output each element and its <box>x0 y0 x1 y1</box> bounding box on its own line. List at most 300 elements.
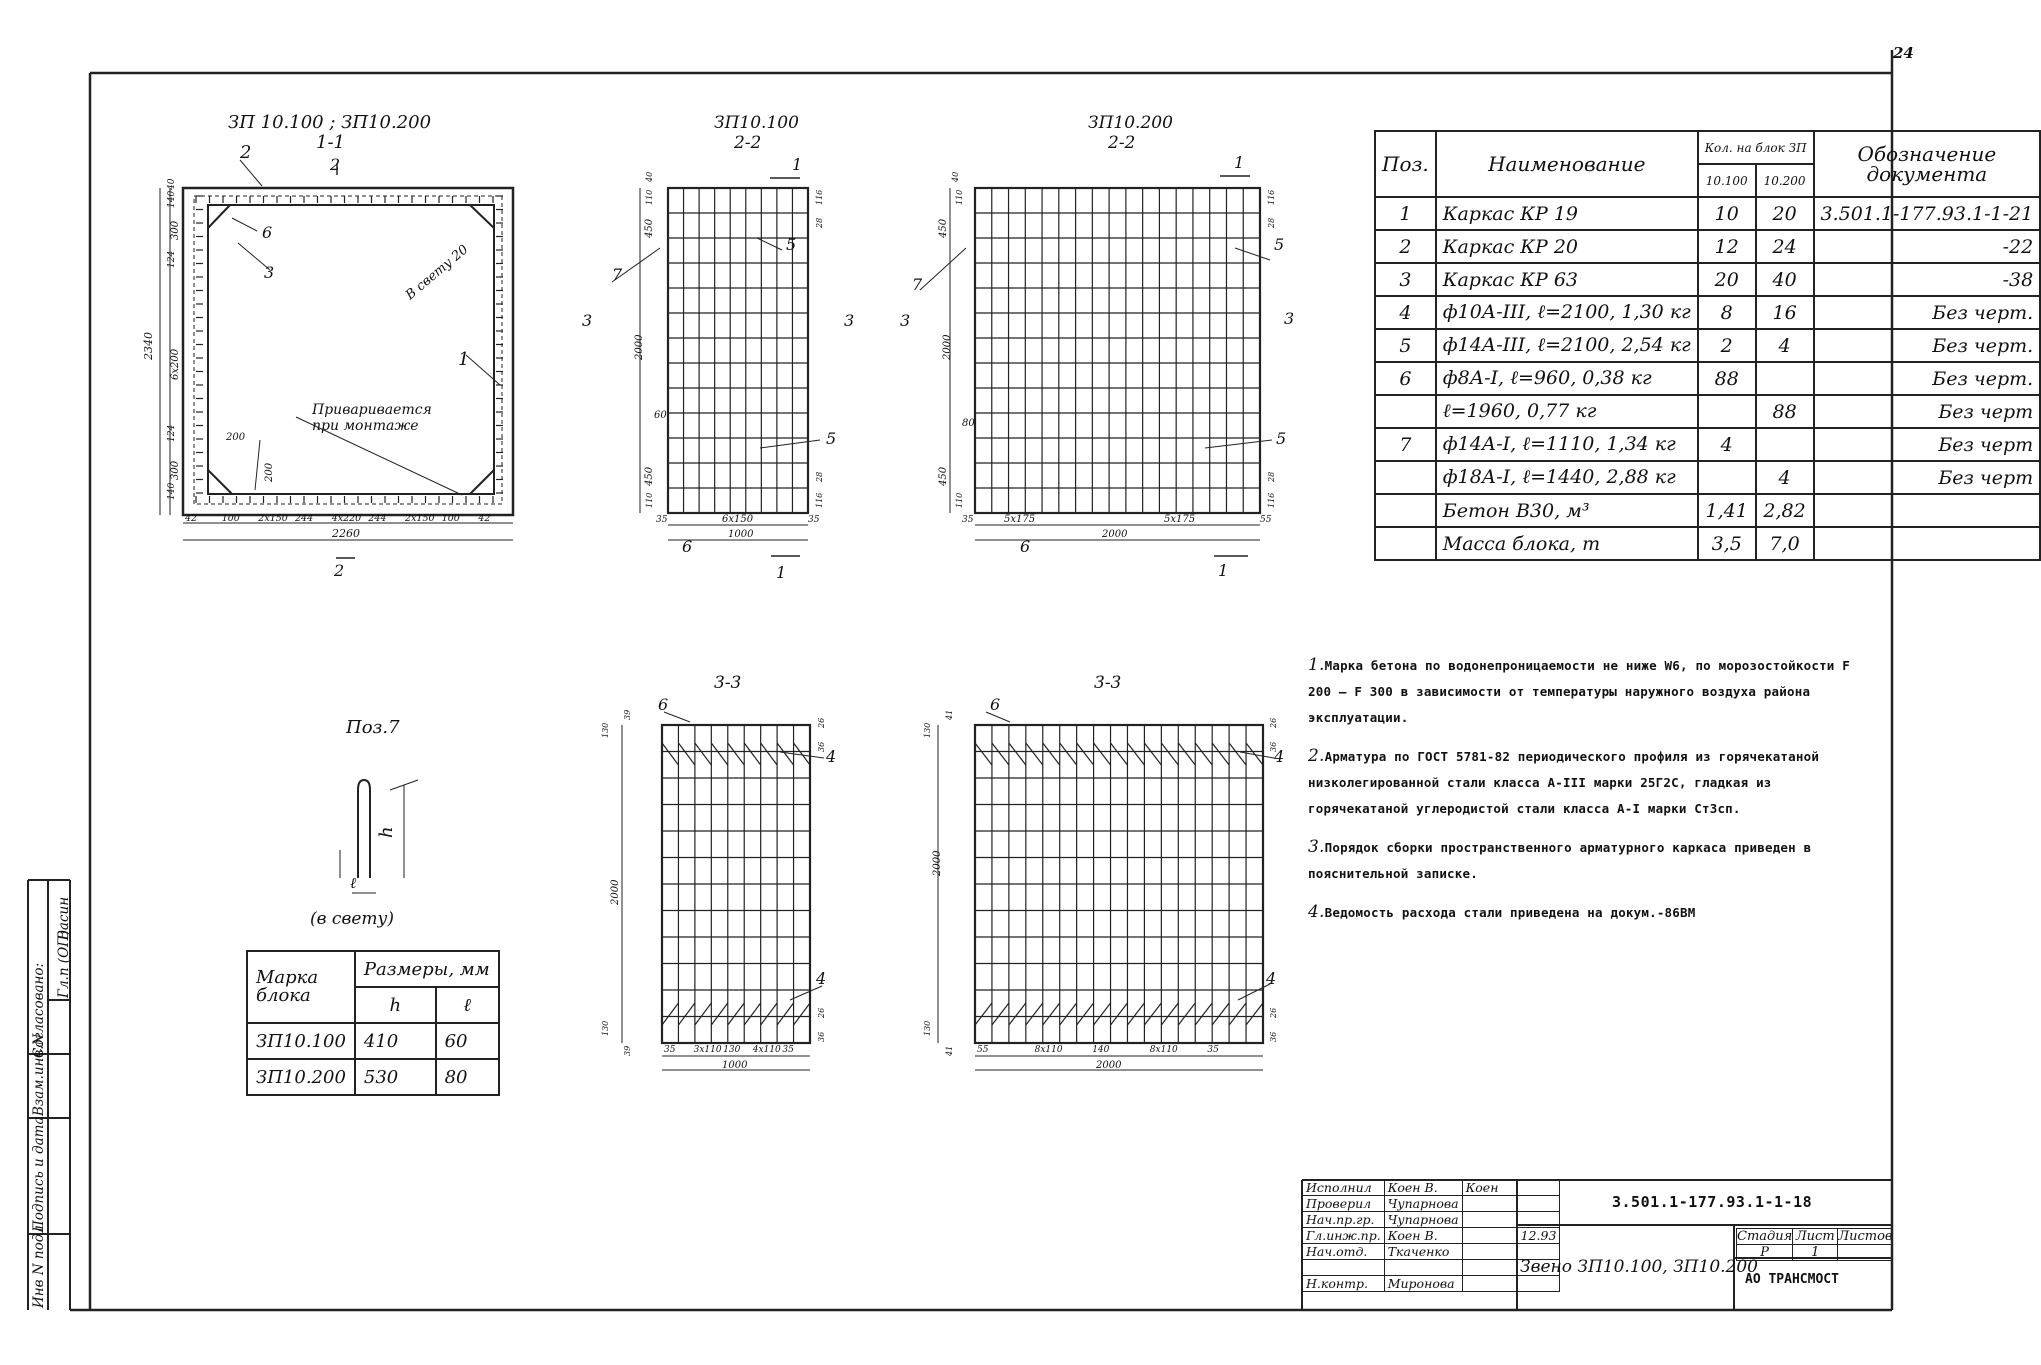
dimension-label: 35 <box>664 1045 676 1055</box>
s11-haunch-w: 200 <box>226 432 246 443</box>
dimension-label: 140 <box>1092 1045 1110 1055</box>
spec-cell-doc: Без черт <box>1814 428 2041 461</box>
spec-cell-name: ф14А-III, ℓ=2100, 2,54 кг <box>1436 329 1698 362</box>
sheet-title: Звено ЗП10.100, ЗП10.200 <box>1520 1257 1758 1277</box>
spec-h-doc: Обозначение документа <box>1814 131 2041 197</box>
stirrup-line <box>1077 743 1094 765</box>
s22b-cut1-top: 1 <box>1234 153 1245 172</box>
s22a-spacing: 6х150 <box>722 514 754 525</box>
dimension-label: 42 <box>478 513 491 524</box>
note-item <box>1308 834 1878 887</box>
stamp-name: Васин <box>56 896 72 940</box>
stamp-inv-orig: Инв N подл <box>31 1225 47 1308</box>
spec-cell-name: Каркас КР 20 <box>1436 230 1698 263</box>
dimension-label: 124 <box>167 250 177 268</box>
spec-cell-pos: 4 <box>1375 296 1436 329</box>
signature-row <box>1303 1276 1560 1292</box>
stirrup-line <box>1111 1003 1128 1025</box>
dimension-label: 100 <box>221 513 240 524</box>
s11-inner: 6х200 <box>170 348 181 380</box>
pos7-title: Поз.7 <box>346 717 400 738</box>
signature-name: Ткаченко <box>1384 1244 1462 1260</box>
stirrup-line <box>1077 1003 1094 1025</box>
s22b-spacing-r: 5х175 <box>1164 514 1196 525</box>
spec-cell-a: 88 <box>1698 362 1756 395</box>
s22a-bottom: 450 <box>644 466 655 486</box>
s22a-cut: 2-2 <box>734 133 762 153</box>
spec-cell-b: 40 <box>1756 263 1814 296</box>
stirrup-line <box>1009 743 1026 765</box>
stirrup-line <box>794 1003 810 1025</box>
dimension-label: 124 <box>167 424 177 442</box>
spec-cell-name: ф18А-I, ℓ=1440, 2,88 кг <box>1436 461 1698 494</box>
s22a-mid: 2000 <box>634 334 645 360</box>
stamp-gip: Гл.п (ОП) <box>56 929 72 998</box>
spec-cell-a: 3,5 <box>1698 527 1756 560</box>
signature-date: 12.93 <box>1517 1228 1560 1244</box>
s22b-cut3-right: 3 <box>1284 309 1295 328</box>
dimension-label: 4х110 <box>752 1045 781 1055</box>
dimension-label: 3х110 <box>693 1045 722 1055</box>
spec-cell-name: ф8А-I, ℓ=960, 0,38 кг <box>1436 362 1698 395</box>
stirrup-line <box>1212 1003 1229 1025</box>
signature-name: Миронова <box>1384 1276 1462 1292</box>
spec-cell-doc: -22 <box>1814 230 2041 263</box>
sheet-header: Лист <box>1793 1229 1838 1245</box>
s22b-r3: 28 <box>1267 471 1276 482</box>
signature-date <box>1517 1180 1560 1196</box>
s22b-top: 450 <box>938 218 949 238</box>
spec-cell-b: 24 <box>1756 230 1814 263</box>
stirrup-line <box>1094 743 1111 765</box>
dimension-label: 100 <box>441 513 460 524</box>
s22a-width: 1000 <box>728 529 754 540</box>
spec-cell-b: 2,82 <box>1756 494 1814 527</box>
s33b-bottom: 130 <box>923 1020 932 1036</box>
s22b-pos5a: 5 <box>1274 235 1285 254</box>
spec-cell-pos: 3 <box>1375 263 1436 296</box>
s22a-r4: 116 <box>815 492 824 508</box>
stirrup-line <box>1195 1003 1212 1025</box>
signature-role: Нач.отд. <box>1303 1244 1385 1260</box>
s33a-r-top1: 26 <box>817 717 826 728</box>
spec-cell-doc: Без черт. <box>1814 362 2041 395</box>
s11-title: ЗП 10.100 ; ЗП10.200 <box>228 112 432 133</box>
table-row <box>247 1059 499 1095</box>
s33a-r-bot2: 36 <box>817 1031 826 1042</box>
stamp-inv1: Взам.инв.N <box>31 1033 47 1116</box>
note-number: 4. <box>1308 902 1325 922</box>
s22a-r1: 116 <box>815 189 824 205</box>
spec-cell-doc <box>1814 527 2041 560</box>
table-row <box>1375 197 2040 230</box>
table-row <box>1375 494 2040 527</box>
s33b-r-top1: 26 <box>1269 717 1278 728</box>
page-number: 24 <box>1893 44 1914 62</box>
note-item <box>1308 899 1878 926</box>
s11-height: 2340 <box>142 332 155 360</box>
stirrup-line <box>1178 1003 1195 1025</box>
s33b-pos4b: 4 <box>1266 969 1277 988</box>
s22b-bottom: 450 <box>938 466 949 486</box>
s22b-l1: 40 <box>951 171 960 182</box>
table-row <box>1375 395 2040 428</box>
stirrup-line <box>1009 1003 1026 1025</box>
spec-cell-name: Масса блока, т <box>1436 527 1698 560</box>
pos7-clear: (в свету) <box>310 909 395 929</box>
stirrup-line <box>728 1003 744 1025</box>
spec-cell-b <box>1756 428 1814 461</box>
section-2-2-b <box>920 176 1272 556</box>
sheet-value: 1 <box>1793 1245 1838 1261</box>
signature-sign: Коен <box>1462 1180 1517 1196</box>
stirrup-line <box>728 743 744 765</box>
s33b-pos6: 6 <box>990 695 1001 714</box>
s22a-cut3-left: 3 <box>582 311 593 330</box>
note-text: Ведомость расхода стали приведена на докум.-86ВМ <box>1324 905 1696 920</box>
s22a-top: 450 <box>644 218 655 238</box>
signature-name: Коен В. <box>1384 1228 1462 1244</box>
stirrup-line <box>1161 743 1178 765</box>
note-number: 2. <box>1308 746 1325 766</box>
s22b-right: 55 <box>1260 515 1272 525</box>
signature-role: Нач.пр.гр. <box>1303 1212 1385 1228</box>
s33a-title: 3-3 <box>714 673 742 693</box>
spec-cell-name: ф10А-III, ℓ=2100, 1,30 кг <box>1436 296 1698 329</box>
stirrup-line <box>662 1003 678 1025</box>
spec-cell-name: Каркас КР 19 <box>1436 197 1698 230</box>
s33b-r-top2: 36 <box>1269 741 1278 752</box>
stirrup-line <box>1178 743 1195 765</box>
stirrup-line <box>975 1003 992 1025</box>
dimension-label: 140 <box>167 190 177 208</box>
stirrup-line <box>1229 743 1246 765</box>
stirrup-line <box>1229 1003 1246 1025</box>
stirrup-line <box>1060 743 1077 765</box>
s22a-w60: 60 <box>654 410 667 421</box>
spec-cell-a: 20 <box>1698 263 1756 296</box>
s22a-title: ЗП10.100 <box>714 113 799 133</box>
stirrup-line <box>678 743 694 765</box>
spec-cell-pos: 5 <box>1375 329 1436 362</box>
pos7-mark: ЗП10.200 <box>247 1059 355 1095</box>
s11-h300b: 300 <box>170 460 181 480</box>
s22a-r2: 28 <box>815 217 824 228</box>
pos7-h-val: 530 <box>355 1059 436 1095</box>
table-row <box>247 1023 499 1059</box>
s22b-r2: 28 <box>1267 217 1276 228</box>
stirrup-line <box>662 743 678 765</box>
signature-sign <box>1462 1212 1517 1228</box>
stirrup-line <box>1094 1003 1111 1025</box>
s11-clear: В свету 20 <box>402 242 472 304</box>
s22a-pos6: 6 <box>682 537 693 556</box>
spec-cell-b: 88 <box>1756 395 1814 428</box>
note-item <box>1308 652 1878 731</box>
s22b-title: ЗП10.200 <box>1088 113 1173 133</box>
spec-cell-pos: 6 <box>1375 362 1436 395</box>
section-3-3-a <box>622 709 827 1070</box>
spec-cell-doc: Без черт. <box>1814 296 2041 329</box>
s33a-r-top2: 36 <box>817 741 826 752</box>
s22a-l2: 110 <box>645 189 654 205</box>
stirrup-line <box>1026 743 1043 765</box>
s22b-r1: 116 <box>1267 189 1276 205</box>
s22a-pos7: 7 <box>612 265 623 284</box>
spec-cell-doc: Без черт <box>1814 461 2041 494</box>
stirrup-line <box>1195 743 1212 765</box>
notes <box>1308 652 1878 938</box>
pos7-l: ℓ <box>350 874 357 892</box>
section-3-3-b <box>938 709 1277 1070</box>
dimension-label: 244 <box>368 513 387 524</box>
stirrup-line <box>777 1003 793 1025</box>
pos7-h-l: ℓ <box>436 987 499 1023</box>
spec-cell-a: 2 <box>1698 329 1756 362</box>
stirrup-line <box>1161 1003 1178 1025</box>
s33b-title: 3-3 <box>1094 673 1122 693</box>
spec-cell-b: 7,0 <box>1756 527 1814 560</box>
organization: АО ТРАНСМОСТ <box>1745 1272 1839 1287</box>
stirrup-line <box>761 743 777 765</box>
sheets-value <box>1838 1245 1893 1261</box>
stirrup-line <box>1127 743 1144 765</box>
spec-h-qty-a: 10.100 <box>1698 164 1756 197</box>
dimension-label: 4х220 <box>331 513 362 524</box>
stirrup-line <box>1111 743 1128 765</box>
table-row <box>1375 527 2040 560</box>
s33b-pos4a: 4 <box>1274 747 1285 766</box>
s33b-width: 2000 <box>1096 1060 1122 1071</box>
pos7-l-val: 60 <box>436 1023 499 1059</box>
stirrup-line <box>678 1003 694 1025</box>
s22b-width: 2000 <box>1102 529 1128 540</box>
s11-pos6: 6 <box>262 223 273 242</box>
signature-role: Гл.инж.пр. <box>1303 1228 1385 1244</box>
s33a-bottom-l: 39 <box>623 1045 632 1056</box>
s33b-top: 130 <box>923 722 932 738</box>
s22b-cut: 2-2 <box>1108 133 1136 153</box>
spec-cell-pos <box>1375 527 1436 560</box>
spec-cell-a <box>1698 395 1756 428</box>
s11-cut2-top: 2 <box>330 155 341 174</box>
dimension-label: 8х110 <box>1034 1045 1063 1055</box>
s33a-pos6: 6 <box>658 695 669 714</box>
table-row <box>1375 428 2040 461</box>
signature-role <box>1303 1260 1385 1276</box>
stirrup-line <box>711 743 727 765</box>
pos7-h-size: Размеры, мм <box>355 951 499 987</box>
s22b-cut3-left: 3 <box>900 311 911 330</box>
s22b-pos5b: 5 <box>1276 429 1287 448</box>
dimension-label: 55 <box>977 1045 989 1055</box>
note-number: 3. <box>1308 837 1325 857</box>
s22b-l2: 110 <box>955 189 964 205</box>
s33b-top-l: 41 <box>945 709 954 720</box>
stirrup-line <box>1026 1003 1043 1025</box>
pos7-l-val: 80 <box>436 1059 499 1095</box>
stirrup-line <box>992 1003 1009 1025</box>
spec-cell-pos <box>1375 494 1436 527</box>
spec-cell-name: Каркас КР 63 <box>1436 263 1698 296</box>
spec-h-qty-b: 10.200 <box>1756 164 1814 197</box>
stirrup-line <box>695 743 711 765</box>
signature-sign <box>1462 1196 1517 1212</box>
s33b-bottom-l: 41 <box>945 1045 954 1056</box>
s22b-spacing-l: 5х175 <box>1004 514 1036 525</box>
s11-pos3: 3 <box>264 263 275 282</box>
signature-date <box>1517 1276 1560 1292</box>
dimension-label: 2х150 <box>405 513 435 524</box>
approval-stamp <box>28 880 74 1310</box>
s33b-height: 2000 <box>932 850 943 876</box>
s11-width: 2260 <box>332 527 360 540</box>
s22a-pos5b: 5 <box>826 429 837 448</box>
s11-weld-1: Приваривается <box>312 402 432 418</box>
spec-cell-a: 10 <box>1698 197 1756 230</box>
spec-cell-b <box>1756 362 1814 395</box>
s11-weld-2: при монтаже <box>312 418 419 434</box>
dimension-label: 140 <box>167 482 177 500</box>
pos7-h-h: h <box>355 987 436 1023</box>
note-text: Арматура по ГОСТ 5781-82 периодического профиля из горячекатаной низколегированной стали класса А-III марки 25Г2С, гладкая из горячекатаной углеродистой стали класса А-I марки Ст3сп. <box>1308 749 1820 816</box>
stirrup-line <box>992 743 1009 765</box>
s33a-pos4a: 4 <box>826 747 837 766</box>
s33a-bottom: 130 <box>601 1020 610 1036</box>
spec-cell-name: Бетон В30, м³ <box>1436 494 1698 527</box>
spec-cell-pos <box>1375 395 1436 428</box>
signature-role: Н.контр. <box>1303 1276 1385 1292</box>
spec-cell-pos: 1 <box>1375 197 1436 230</box>
s22a-right: 35 <box>808 515 820 525</box>
s11-cut: 1-1 <box>316 132 345 153</box>
stirrup-line <box>1144 743 1161 765</box>
signature-row <box>1303 1196 1560 1212</box>
spec-cell-b: 16 <box>1756 296 1814 329</box>
s11-h300: 300 <box>170 220 181 240</box>
doc-number: 3.501.1-177.93.1-1-18 <box>1612 1193 1813 1211</box>
s33b-r-bot2: 36 <box>1269 1031 1278 1042</box>
signature-sign <box>1462 1260 1517 1276</box>
spec-cell-doc: Без черт <box>1814 395 2041 428</box>
signature-role: Проверил <box>1303 1196 1385 1212</box>
spec-cell-b: 20 <box>1756 197 1814 230</box>
s33a-height: 2000 <box>610 879 621 905</box>
s22a-left: 35 <box>656 515 668 525</box>
stamp-sign-date: Подпись и дата <box>31 1116 47 1232</box>
s33a-top-l: 39 <box>623 709 632 720</box>
dimension-label: 35 <box>782 1045 794 1055</box>
note-item <box>1308 743 1878 822</box>
note-text: Порядок сборки пространственного арматурного каркаса приведен в пояснительной записке. <box>1308 840 1812 881</box>
stage-table <box>1736 1228 1893 1261</box>
spec-cell-name: ф14А-I, ℓ=1110, 1,34 кг <box>1436 428 1698 461</box>
signature-date <box>1517 1212 1560 1228</box>
spec-cell-doc: Без черт. <box>1814 329 2041 362</box>
s11-cut2-bottom: 2 <box>334 561 345 580</box>
s22b-l3: 110 <box>955 492 964 508</box>
spec-cell-b: 4 <box>1756 461 1814 494</box>
signature-date <box>1517 1196 1560 1212</box>
table-row <box>1375 362 2040 395</box>
s22a-cut3-right: 3 <box>844 311 855 330</box>
stirrup-line <box>1060 1003 1077 1025</box>
note-number: 1. <box>1308 655 1325 675</box>
s22b-pos7: 7 <box>912 275 923 294</box>
signature-name: Коен В. <box>1384 1180 1462 1196</box>
spec-h-pos: Поз. <box>1375 131 1436 197</box>
stirrup-line <box>975 743 992 765</box>
table-row <box>1375 329 2040 362</box>
s33a-pos4b: 4 <box>816 969 827 988</box>
stirrup-line <box>761 1003 777 1025</box>
dimension-label: 244 <box>295 513 314 524</box>
stirrup-line <box>1246 1003 1263 1025</box>
s33a-top: 130 <box>601 722 610 738</box>
pos7-h: h <box>376 826 397 838</box>
dimension-label: 130 <box>723 1045 741 1055</box>
dimension-label: 42 <box>185 513 198 524</box>
s22b-mid: 2000 <box>942 334 953 360</box>
spec-cell-a <box>1698 461 1756 494</box>
spec-cell-a: 12 <box>1698 230 1756 263</box>
stirrup-line <box>1144 1003 1161 1025</box>
signature-name: Чупарнова <box>1384 1196 1462 1212</box>
signature-row <box>1303 1228 1560 1244</box>
table-row <box>1375 461 2040 494</box>
spec-cell-pos: 7 <box>1375 428 1436 461</box>
stirrup-line <box>1043 1003 1060 1025</box>
s22a-r3: 28 <box>815 471 824 482</box>
spec-cell-doc: 3.501.1-177.93.1-1-21 <box>1814 197 2041 230</box>
stirrup-line <box>744 1003 760 1025</box>
spec-cell-a: 4 <box>1698 428 1756 461</box>
pos7-h-mark: Марка блока <box>247 951 355 1023</box>
table-row <box>1375 263 2040 296</box>
s11-pos2: 2 <box>240 142 252 163</box>
s33b-r-bot1: 26 <box>1269 1007 1278 1018</box>
signature-name: Чупарнова <box>1384 1212 1462 1228</box>
s33a-r-bot1: 26 <box>817 1007 826 1018</box>
spec-cell-pos: 2 <box>1375 230 1436 263</box>
signature-name <box>1384 1260 1462 1276</box>
dimension-label: 40 <box>167 178 177 190</box>
signature-sign <box>1462 1244 1517 1260</box>
spec-cell-pos <box>1375 461 1436 494</box>
dimension-label: 8х110 <box>1149 1045 1178 1055</box>
s11-haunch-h: 200 <box>264 462 275 482</box>
spec-cell-name: ℓ=1960, 0,77 кг <box>1436 395 1698 428</box>
dimension-label: 2х150 <box>258 513 288 524</box>
spec-cell-b: 4 <box>1756 329 1814 362</box>
s22a-l3: 110 <box>645 492 654 508</box>
spec-cell-a: 8 <box>1698 296 1756 329</box>
stirrup-line <box>695 1003 711 1025</box>
pos7-mark: ЗП10.100 <box>247 1023 355 1059</box>
s22b-cut1-bottom: 1 <box>1218 561 1229 580</box>
stirrup-line <box>1043 743 1060 765</box>
stirrup-line <box>1127 1003 1144 1025</box>
s11-pos1: 1 <box>458 349 470 370</box>
stirrup-line <box>711 1003 727 1025</box>
s22b-w80: 80 <box>962 418 975 429</box>
signature-row <box>1303 1212 1560 1228</box>
signature-sign <box>1462 1276 1517 1292</box>
s22a-pos5a: 5 <box>786 235 797 254</box>
s22b-r4: 116 <box>1267 492 1276 508</box>
pos7-table <box>246 950 500 1096</box>
s33a-width: 1000 <box>722 1060 748 1071</box>
